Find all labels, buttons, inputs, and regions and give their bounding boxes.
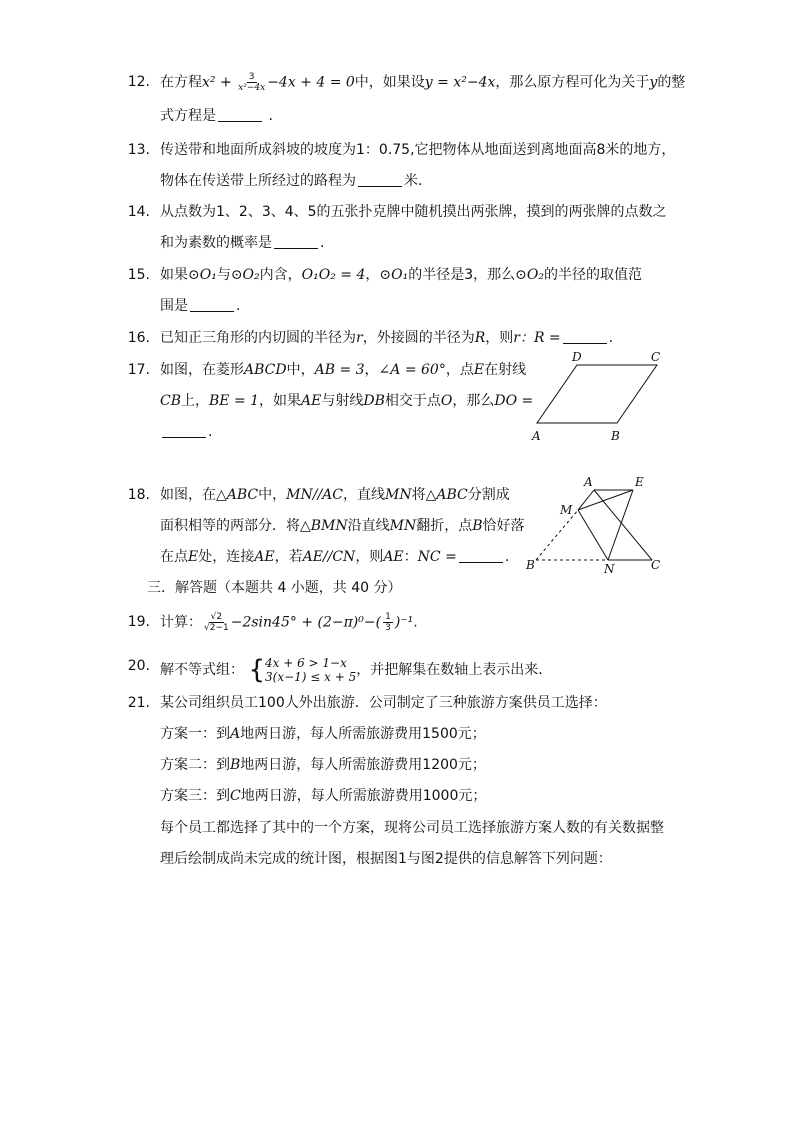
label-M: M — [560, 503, 573, 517]
answer-blank[interactable] — [459, 548, 503, 563]
label-A: A — [584, 475, 593, 489]
figure-triangle-fold — [520, 472, 670, 577]
q18-line3: 在点E处，连接AE，若AE//CN，则AE：NC = . — [160, 549, 510, 565]
label-C: C — [651, 350, 661, 364]
q16-line1: 已知正三角形的内切圆的半径为r，外接圆的半径为R，则r：R = . — [160, 330, 614, 346]
segment-MN — [578, 510, 608, 560]
q15-line2: 围是 . — [160, 298, 241, 314]
q15-line1: 如果⊙O₁与⊙O₂内含，O₁O₂ = 4，⊙O₁的半径是3，那么⊙O₂的半径的取值范 — [160, 267, 642, 283]
answer-blank[interactable] — [274, 234, 318, 249]
q20-line1: 解不等式组： { 4x + 6 > 1−x 3(x−1) ≤ x + 5 ，并把解集在数轴上表示出来． — [160, 655, 553, 685]
label-N: N — [604, 562, 615, 576]
label-A: A — [532, 429, 541, 443]
rhombus-shape — [537, 365, 657, 423]
answer-blank[interactable] — [218, 107, 262, 122]
q17-line3: . — [160, 422, 212, 442]
q17-number: 17. — [127, 362, 150, 378]
label-E: E — [635, 475, 644, 489]
q21-plan2: 方案二：到B地两日游，每人所需旅游费用1200元； — [160, 757, 486, 773]
q16-number: 16. — [127, 330, 150, 346]
q18-number: 18. — [127, 487, 150, 503]
q12-number: 12. — [127, 74, 150, 90]
figure-rhombus — [525, 345, 675, 445]
q21-line1: 某公司组织员工100人外出旅游．公司制定了三种旅游方案供员工选择： — [160, 695, 607, 711]
q21-plan1: 方案一：到A地两日游，每人所需旅游费用1500元； — [160, 726, 486, 742]
q13-line1: 传送带和地面所成斜坡的坡度为1：0.75,它把物体从地面送到离地面高8米的地方， — [160, 142, 676, 158]
label-B: B — [526, 558, 535, 572]
q14-number: 14. — [127, 204, 150, 220]
q20-number: 20. — [127, 658, 150, 674]
q18-line2: 面积相等的两部分．将△BMN沿直线MN翻折，点B恰好落 — [160, 518, 525, 534]
q13-line2: 物体在传送带上所经过的路程为 米． — [160, 173, 432, 189]
q17-line2: CB上，BE = 1，如果AE与射线DB相交于点O，那么DO = — [160, 393, 534, 409]
q17-line1: 如图，在菱形ABCD中，AB = 3，∠A = 60°，点E在射线 — [160, 362, 527, 378]
q21-line6: 理后绘制成尚未完成的统计图，根据图1与图2提供的信息解答下列问题： — [160, 851, 612, 867]
q21-plan3: 方案三：到C地两日游，每人所需旅游费用1000元； — [160, 788, 487, 804]
q14-line1: 从点数为1、2、3、4、5的五张扑克牌中随机摸出两张牌，摸到的两张牌的点数之 — [160, 204, 667, 220]
answer-blank[interactable] — [358, 172, 402, 187]
q21-number: 21. — [127, 695, 150, 711]
q15-number: 15. — [127, 267, 150, 283]
segment-EN — [608, 490, 633, 560]
answer-blank[interactable] — [162, 423, 206, 438]
q19-line1: 计算： $\frac{√2}{√2-1}$ −2sin45° + (2−π)⁰−( $\frac{1}{3}$ )⁻¹. — [160, 612, 418, 633]
q19-number: 19. — [127, 614, 150, 630]
q13-number: 13. — [127, 142, 150, 158]
answer-blank[interactable] — [563, 329, 607, 344]
answer-blank[interactable] — [190, 297, 234, 312]
q12-line1: 在方程x² + $\frac{3}{\text{x²−4x}}$ −4x + 4 = 0中，如果设y = x²−4x，那么原方程可化为关于y的整 — [160, 72, 686, 93]
label-B: B — [611, 429, 620, 443]
q21-line5: 每个员工都选择了其中的一个方案，现将公司员工选择旅游方案人数的有关数据整 — [160, 820, 664, 836]
label-C: C — [651, 558, 661, 572]
segment-BM-dashed — [536, 510, 578, 560]
section-3-heading: 三．解答题（本题共 4 小题，共 40 分） — [147, 580, 402, 596]
brace-icon: { — [248, 655, 265, 685]
q12-line2: 式方程是 . — [160, 108, 273, 124]
q14-line2: 和为素数的概率是 . — [160, 235, 325, 251]
label-D: D — [572, 350, 582, 364]
q18-line1: 如图，在△ABC中，MN//AC，直线MN将△ABC分割成 — [160, 487, 510, 503]
